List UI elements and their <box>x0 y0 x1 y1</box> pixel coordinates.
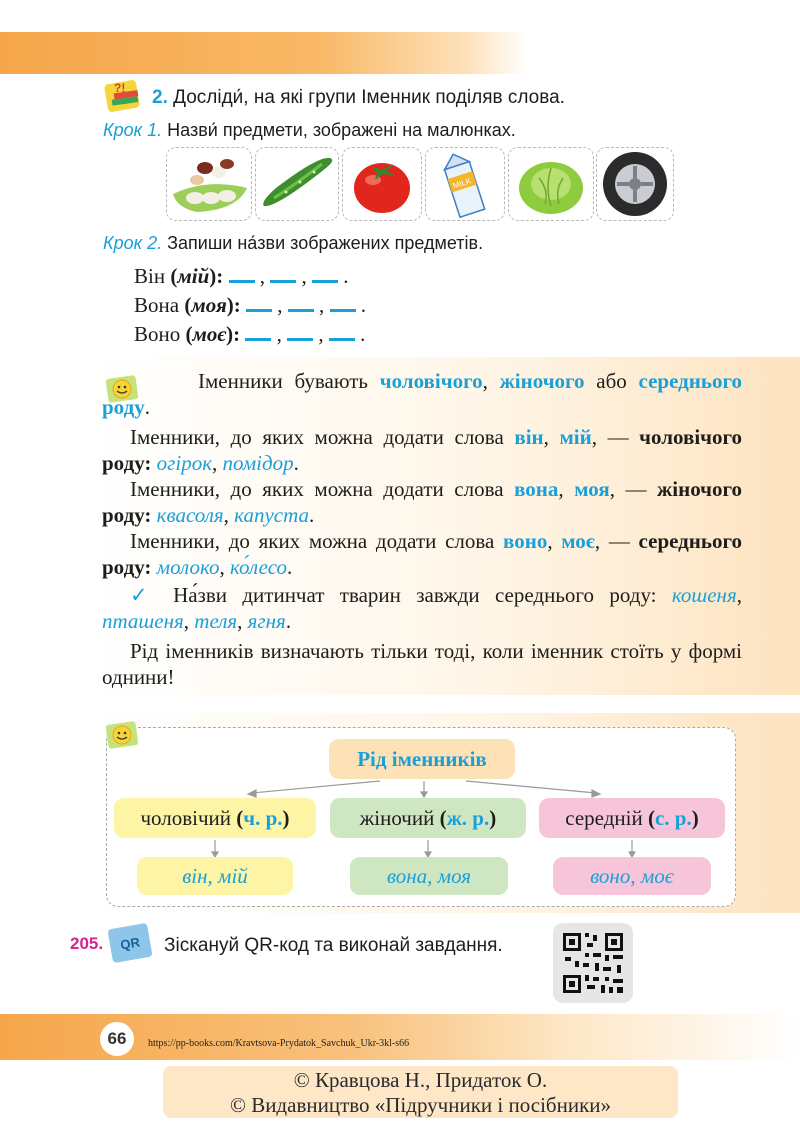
masculine-box: чоловічий (ч. р.) <box>114 798 316 838</box>
scheme-title: Рід іменників <box>329 739 515 779</box>
rule-paragraph-2: Іменники, до яких можна додати слова він, мій, — чоловічого роду: огірок, помідор. <box>102 425 743 475</box>
line-neuter: Воно (моє): , , . <box>134 322 366 346</box>
svg-text:?!: ?! <box>114 81 126 95</box>
rule-paragraph-4: Іменники, до яких можна додати слова воно, моє, — середнього роду: молоко, ко́лесо. <box>102 529 743 579</box>
qr-badge-icon: QR <box>107 923 152 963</box>
rule-paragraph-1: Іменники бувають чоловічого, жіночого або середнього роду. <box>102 369 742 419</box>
step-2-label: Крок 2. <box>103 233 163 253</box>
check-icon: ✓ <box>130 583 158 607</box>
feminine-example: вона, моя <box>350 857 508 895</box>
book-url[interactable]: https://pp-books.com/Kravtsova-Prydatok_Savchuk_Ukr-3kl-s66 <box>148 1038 410 1049</box>
exercise-text: Зіскануй QR-код та виконай завдання. <box>164 935 503 956</box>
feminine-box: жіночий (ж. р.) <box>330 798 526 838</box>
task-number: 2. <box>152 87 168 108</box>
line-feminine: Вона (моя): , , . <box>134 293 367 317</box>
rule-paragraph-3: Іменники, до яких можна додати слова вона, моя, — жіночого роду: квасоля, капуста. <box>102 477 743 527</box>
svg-text:MILK: MILK <box>451 176 473 191</box>
step-1-text: Назви́ предмети, зображені на малюнках. <box>167 120 516 140</box>
copyright-box <box>163 1066 678 1118</box>
exercise-number: 205. <box>70 934 104 953</box>
masculine-example: він, мій <box>137 857 293 895</box>
neuter-box: середній (с. р.) <box>539 798 725 838</box>
rule-paragraph-6: Рід іменників визначають тільки тоді, коли іменник стоїть у формі однини! <box>102 639 742 689</box>
copyright-authors: © Кравцова Н., Придаток О. <box>293 1068 548 1092</box>
neuter-example: воно, моє <box>553 857 711 895</box>
copyright-publisher: © Видавництво «Підручники і посібники» <box>229 1093 612 1117</box>
qr-code[interactable] <box>553 923 633 1003</box>
page-number: 66 <box>100 1022 134 1056</box>
qr-code-icon <box>553 923 633 1003</box>
step-2-text: Запиши на́зви зображених предметів. <box>167 233 484 253</box>
task-text: Досліди́, на які групи Іменник поділяв слова. <box>173 87 565 108</box>
step-1-label: Крок 1. <box>103 120 163 140</box>
line-masculine: Він (мій): , , . <box>134 264 349 288</box>
rule-paragraph-5: ✓ На́зви дитинчат тварин завжди середнього роду: кошеня, пташеня, теля, ягня. <box>102 583 742 633</box>
